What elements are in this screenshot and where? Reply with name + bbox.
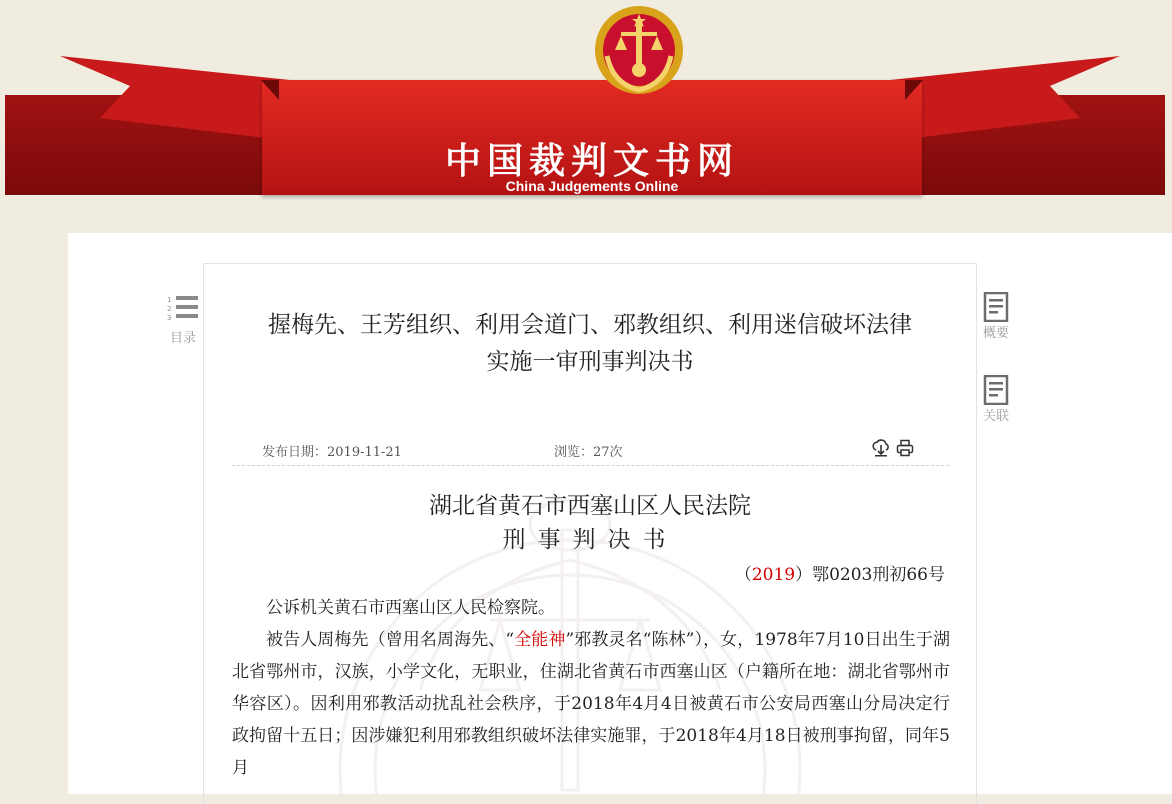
related-label: 关联: [982, 409, 1009, 424]
case-number-rest: ）鄂0203刑初66号: [795, 565, 945, 585]
defendant-text-after: ”邪教灵名“陈林”），女，1978年7月10日出生于湖北省鄂州市，汉族，小学文化，无职业，住湖北省黄石市西塞山区（户籍所在地：湖北省鄂州市华容区）。因利用邪教活动扰乱社会秩序，于2018年4月4日被黄石市公安局西塞山分局决定行政拘留十五日；因涉嫌犯利用邪教组织破坏法律实施罪，于2018年4月18日被刑事拘留，同年5月: [232, 630, 950, 778]
site-banner: [0, 0, 1172, 205]
case-number: [735, 560, 945, 585]
svg-text:3: 3: [167, 314, 172, 322]
case-number-open: （: [734, 565, 752, 585]
document-actions: [872, 439, 916, 457]
toc-list-icon: [166, 295, 200, 327]
site-subtitle: China Judgements Online: [505, 178, 679, 194]
summary-button[interactable]: [978, 292, 1014, 341]
summary-doc-icon: [983, 292, 1009, 322]
paragraph-prosecutor: 公诉机关黄石市西塞山区人民检察院。: [266, 598, 555, 618]
document-title-line2: 实施一审刑事判决书: [486, 349, 694, 375]
view-count: 浏览：27次: [554, 445, 623, 460]
svg-text:1: 1: [167, 296, 172, 304]
highlight-keyword[interactable]: 全能神: [514, 630, 566, 650]
ribbon-wing-left: [60, 56, 290, 141]
case-number-year: 2019: [751, 565, 796, 585]
ribbon-wing-right: [890, 56, 1120, 141]
summary-label: 概要: [982, 326, 1009, 341]
defendant-text-before: 被告人周梅先（曾用名周海先、“: [266, 630, 515, 650]
publish-date: 发布日期：2019-11-21: [262, 445, 402, 460]
download-icon[interactable]: [872, 439, 890, 457]
court-emblem-icon[interactable]: [593, 4, 685, 96]
court-name: 湖北省黄石市西塞山区人民法院: [429, 493, 751, 519]
related-button[interactable]: [978, 375, 1014, 424]
print-icon[interactable]: [896, 439, 914, 457]
related-doc-icon: [983, 375, 1009, 405]
document-title: [215, 307, 965, 381]
paragraph-defendant: [232, 624, 950, 784]
toc-label: 目录: [169, 331, 196, 346]
document-meta-row: [232, 433, 949, 466]
toc-button[interactable]: [163, 295, 203, 346]
document-type: 刑事判决书: [502, 527, 678, 553]
document-title-line1: 握梅先、王芳组织、利用会道门、邪教组织、利用迷信破坏法律: [268, 312, 912, 338]
document-body: [232, 592, 950, 784]
svg-text:2: 2: [167, 305, 172, 313]
site-title: 中国裁判文书网: [444, 141, 739, 182]
